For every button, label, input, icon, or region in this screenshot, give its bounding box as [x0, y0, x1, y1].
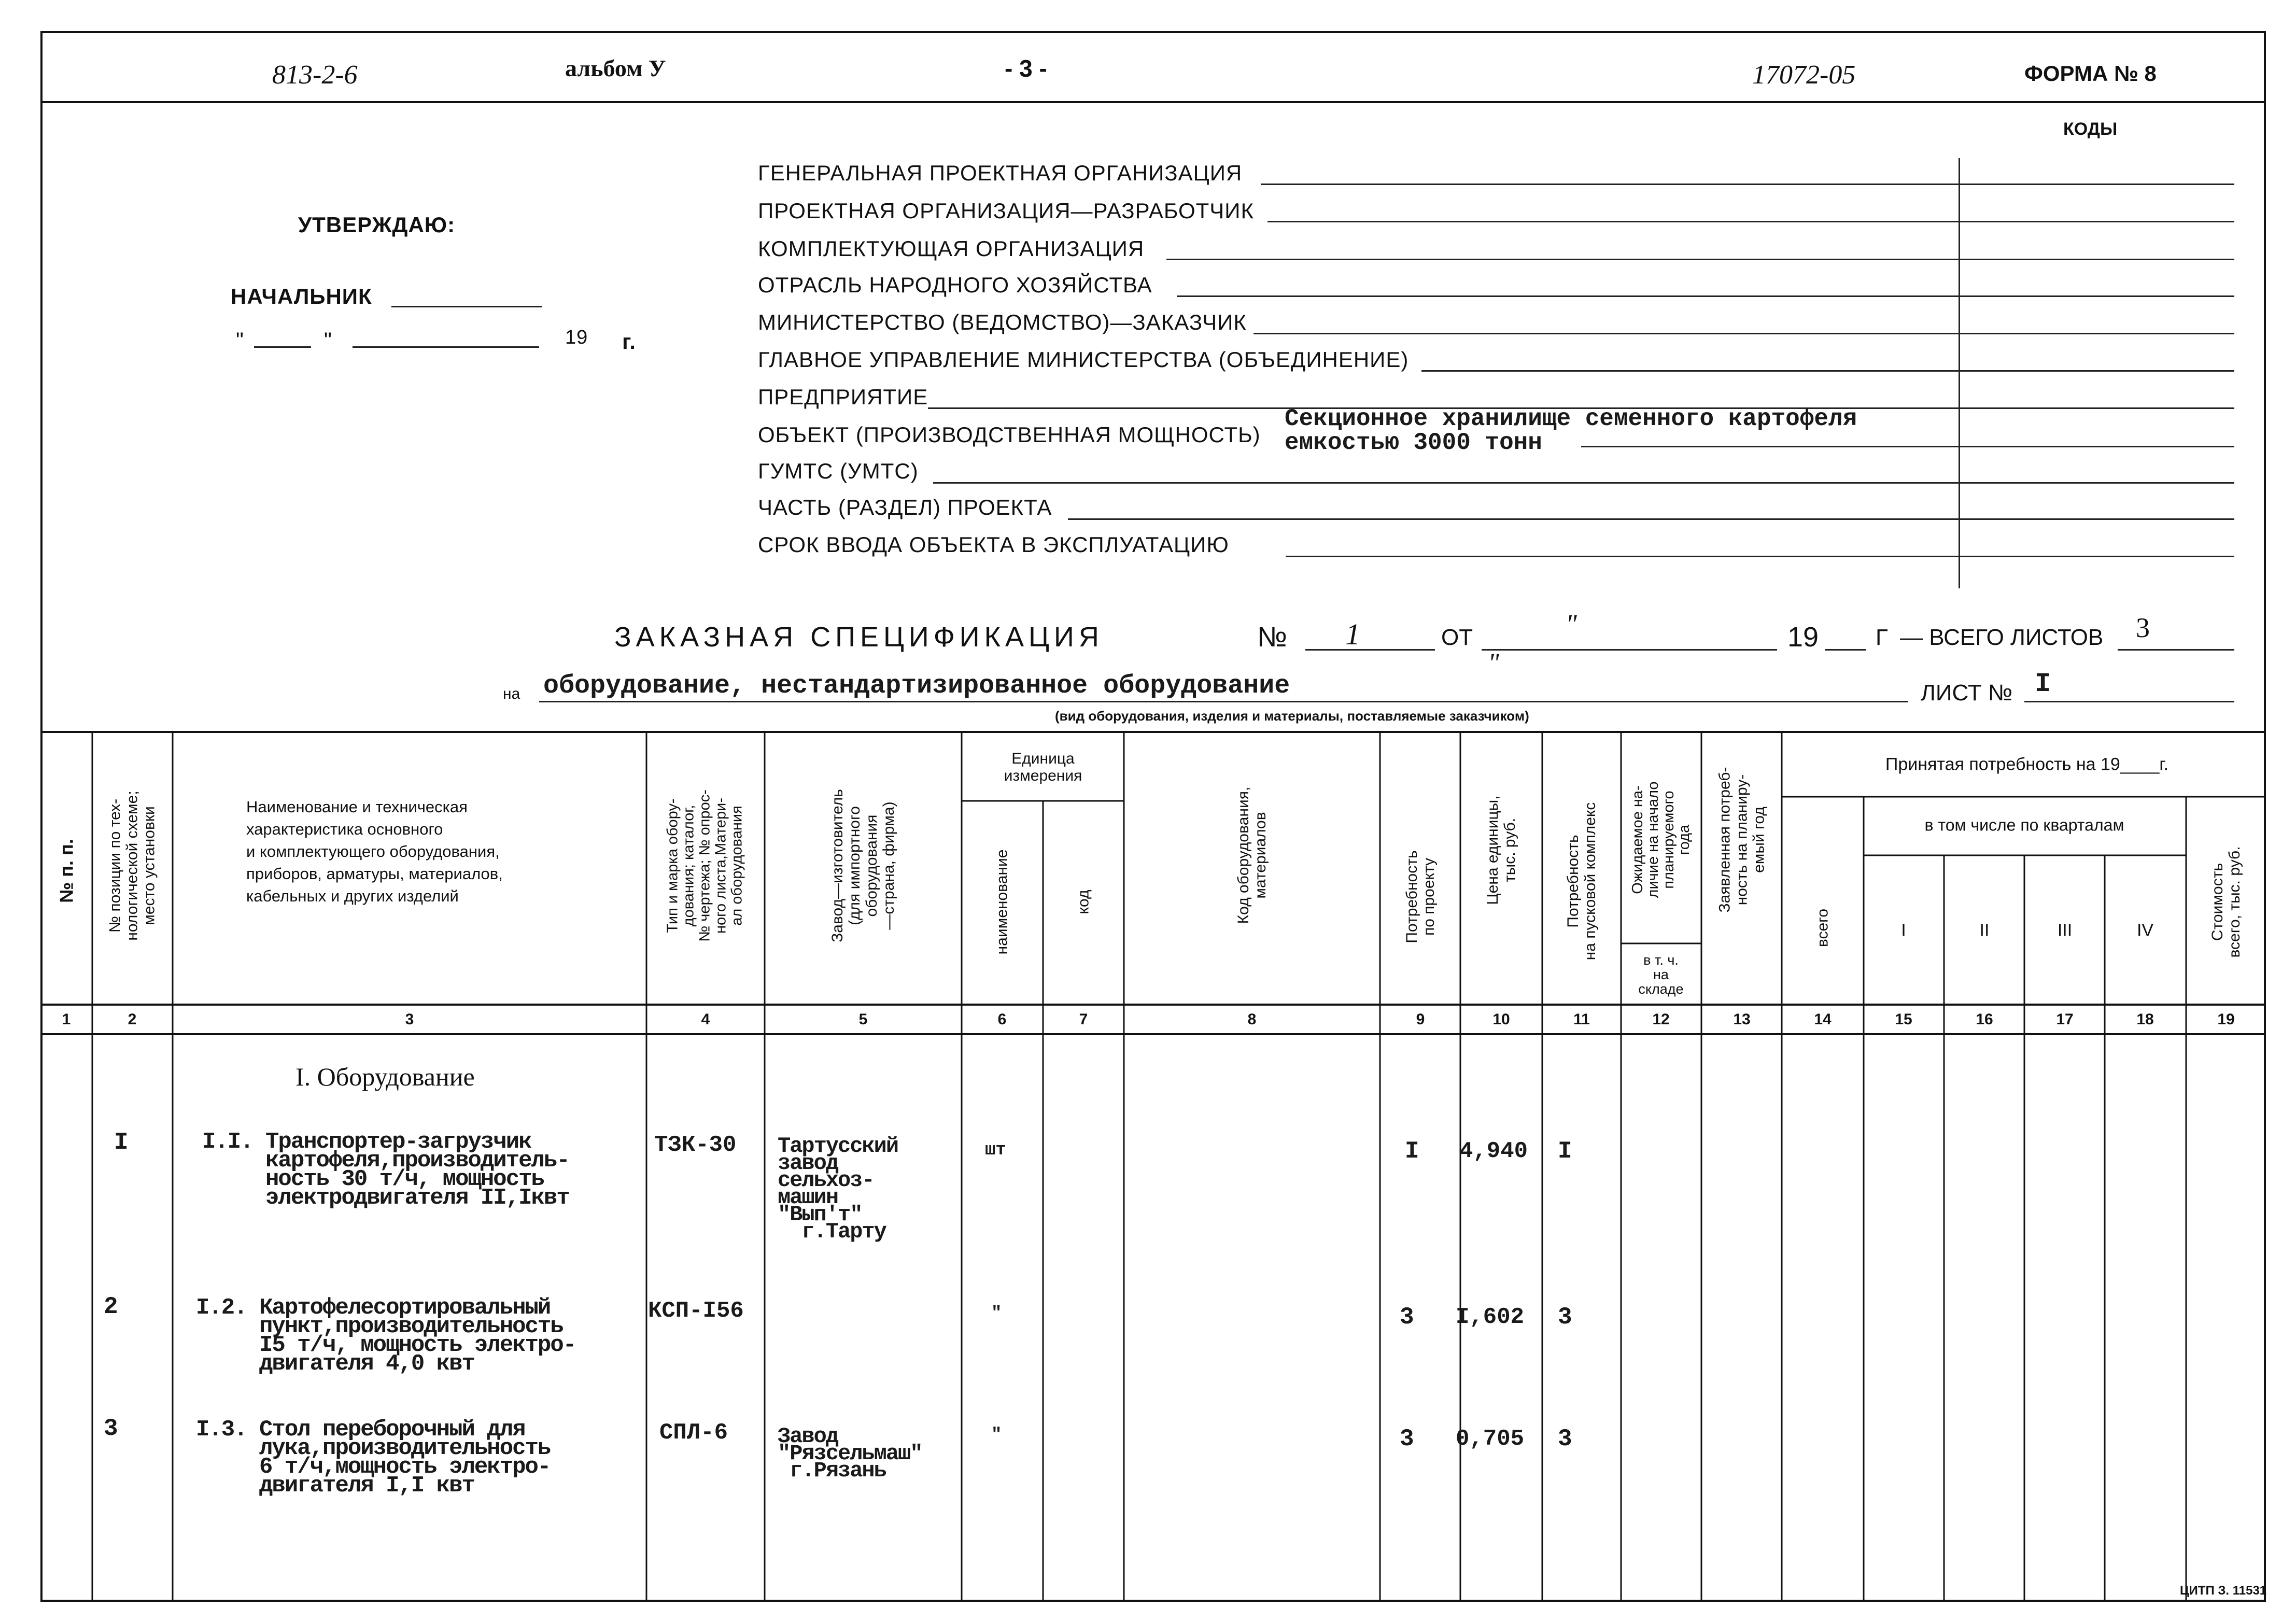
spec-no-value: 1	[1345, 617, 1360, 651]
col-header-name: Наименование и техническая характеристика основного и комплектующего оборудования, приборов, арматуры, материалов, кабельных и других изделий	[246, 798, 503, 905]
colnum-4: 4	[701, 1011, 710, 1028]
colnum-1: 1	[62, 1011, 71, 1028]
row-need: 3	[1400, 1426, 1414, 1452]
spec-no-label: №	[1257, 622, 1287, 653]
col-header-unit-name: наименование	[993, 849, 1011, 955]
row-type: КСП-I56	[648, 1298, 744, 1324]
row-name: I.3. Стол переборочный для лука,производительность 6 т/ч,мощность электро- двигателя I,I квт	[196, 1417, 551, 1499]
col-header-unit-price: Цена единицы, тыс. руб.	[1484, 795, 1518, 905]
org-field-completing: КОМПЛЕКТУЮЩАЯ ОРГАНИЗАЦИЯ	[758, 236, 1145, 261]
col-header-declared: Заявленная потреб- ность на планиру- емый год	[1716, 767, 1768, 913]
col-header-expected: Ожидаемое на- личие на начало планируемого года	[1629, 781, 1693, 898]
col-header-in-stock: в т. ч. на складе	[1638, 952, 1684, 997]
row-price: I,602	[1456, 1304, 1525, 1330]
colnum-11: 11	[1573, 1011, 1590, 1028]
object-value-line2: емкостью 3000 тонн	[1285, 429, 1542, 456]
date-quote-open: "	[236, 328, 244, 352]
col-header-position: № позиции по тех- нологической схеме; место установки	[106, 791, 158, 941]
spec-from-label: ОТ	[1441, 625, 1473, 650]
row-need: I	[1405, 1138, 1419, 1165]
spec-for-label: на	[503, 685, 520, 702]
spec-quote2: "	[1488, 648, 1499, 678]
page-number: - 3 -	[1005, 55, 1047, 82]
spec-total-sheets-label: — ВСЕГО ЛИСТОВ	[1900, 625, 2104, 650]
org-field-gumts: ГУМТС (УМТС)	[758, 459, 919, 483]
org-field-ministry: МИНИСТЕРСТВО (ВЕДОМСТВО)—ЗАКАЗЧИК	[758, 310, 1247, 334]
colnum-2: 2	[128, 1011, 137, 1028]
date-year: 19	[565, 327, 588, 348]
colnum-18: 18	[2136, 1011, 2154, 1028]
col-header-unit-code: код	[1075, 890, 1092, 914]
row-price: 4,940	[1459, 1138, 1528, 1164]
row-name: I.2. Картофелесортировальный пункт,производительность I5 т/ч, мощность электро- двигателя 4,0 квт	[196, 1295, 576, 1377]
colnum-19: 19	[2217, 1011, 2235, 1028]
colnum-3: 3	[405, 1011, 414, 1028]
form-number: ФОРМА № 8	[2024, 61, 2157, 86]
col-header-num: № п. п.	[55, 839, 77, 903]
spec-sheet-label: ЛИСТ №	[1921, 680, 2013, 706]
colnum-5: 5	[858, 1011, 868, 1028]
footer-stamp: ЦИТП З. 11531	[2180, 1584, 2267, 1598]
row-need: 3	[1400, 1304, 1414, 1331]
row-type: ТЗК-30	[654, 1132, 737, 1158]
row-start: I	[1558, 1138, 1572, 1165]
row-type: СПЛ-6	[659, 1420, 728, 1446]
org-field-industry: ОТРАСЛЬ НАРОДНОГО ХОЗЯЙСТВА	[758, 273, 1152, 297]
spec-quote1: "	[1566, 610, 1577, 639]
colnum-16: 16	[1976, 1011, 1993, 1028]
spec-sheet-value: I	[2035, 669, 2051, 699]
row-num: I	[114, 1129, 129, 1156]
row-unit: "	[991, 1304, 1002, 1323]
colnum-13: 13	[1733, 1011, 1751, 1028]
colnum-15: 15	[1895, 1011, 1912, 1028]
chief-label: НАЧАЛЬНИК	[231, 284, 372, 308]
org-field-object: ОБЪЕКТ (ПРОИЗВОДСТВЕННАЯ МОЩНОСТЬ)	[758, 422, 1261, 447]
section-title: I. Оборудование	[295, 1062, 475, 1091]
col-header-cost: Стоимость всего, тыс. руб.	[2209, 846, 2243, 958]
row-start: 3	[1558, 1426, 1572, 1452]
approve-label: УТВЕРЖДАЮ:	[298, 213, 456, 237]
spec-title: ЗАКАЗНАЯ СПЕЦИФИКАЦИЯ	[614, 622, 1104, 653]
col-header-q1: I	[1901, 920, 1906, 940]
col-header-plant: Завод—изготовитель (для импортного оборудования —страна, фирма)	[829, 789, 897, 942]
colnum-9: 9	[1416, 1011, 1425, 1028]
col-header-project-need: Потребность по проекту	[1403, 850, 1438, 943]
spec-total-sheets-value: 3	[2136, 612, 2150, 643]
org-field-main-dept: ГЛАВНОЕ УПРАВЛЕНИЕ МИНИСТЕРСТВА (ОБЪЕДИНЕНИЕ)	[758, 347, 1409, 372]
spec-year: 19	[1787, 622, 1819, 653]
date-year-suffix: г.	[622, 329, 636, 354]
org-field-general: ГЕНЕРАЛЬНАЯ ПРОЕКТНАЯ ОРГАНИЗАЦИЯ	[758, 161, 1243, 185]
col-header-quarters: в том числе по кварталам	[1924, 815, 2124, 835]
org-field-developer: ПРОЕКТНАЯ ОРГАНИЗАЦИЯ—РАЗРАБОТЧИК	[758, 199, 1254, 223]
col-header-q3: III	[2057, 920, 2073, 940]
spec-year-suffix: Г	[1876, 625, 1888, 650]
col-header-equipment-code: Код оборудования, материалов	[1235, 786, 1269, 924]
org-field-enterprise: ПРЕДПРИЯТИЕ	[758, 385, 928, 409]
col-header-q4: IV	[2136, 920, 2154, 940]
colnum-7: 7	[1079, 1011, 1088, 1028]
org-field-part: ЧАСТЬ (РАЗДЕЛ) ПРОЕКТА	[758, 495, 1052, 519]
col-header-start-need: Потребность на пусковой комплекс	[1565, 802, 1599, 961]
colnum-14: 14	[1814, 1011, 1832, 1028]
spec-caption: (вид оборудования, изделия и материалы, поставляемые заказчиком)	[1055, 708, 1529, 724]
colnum-12: 12	[1652, 1011, 1670, 1028]
album-label: альбом У	[565, 55, 666, 81]
colnum-6: 6	[997, 1011, 1007, 1028]
colnum-10: 10	[1492, 1011, 1510, 1028]
row-plant: Тартусский завод сельхоз- машин "Вып'т" г.Тарту	[778, 1134, 898, 1244]
doc-number: 17072-05	[1752, 60, 1856, 90]
row-unit: шт	[985, 1140, 1006, 1160]
codes-label: КОДЫ	[2063, 119, 2118, 139]
row-price: 0,705	[1456, 1426, 1525, 1452]
object-value: Секционное хранилище семенного картофеля	[1285, 405, 1857, 432]
col-header-q2: II	[1979, 920, 1990, 940]
col-header-unit-group: Единица измерения	[1004, 750, 1082, 784]
colnum-17: 17	[2056, 1011, 2074, 1028]
org-field-deadline: СРОК ВВОДА ОБЪЕКТА В ЭКСПЛУАТАЦИЮ	[758, 532, 1229, 557]
colnum-8: 8	[1247, 1011, 1257, 1028]
date-quote-close: "	[324, 328, 332, 352]
row-name: I.I. Транспортер-загрузчик картофеля,производитель- ность 30 т/ч, мощность электродвигателя II,Iквт	[202, 1129, 569, 1211]
spec-for-value: оборудование, нестандартизированное оборудование	[543, 671, 1290, 701]
row-start: 3	[1558, 1304, 1572, 1331]
row-unit: "	[991, 1426, 1002, 1445]
row-num: 2	[104, 1293, 118, 1320]
col-header-total: всего	[1814, 908, 1832, 948]
col-header-accepted: Принятая потребность на 19____г.	[1885, 754, 2169, 774]
row-plant: Завод "Рязсельмаш" г.Рязань	[778, 1424, 922, 1483]
col-header-type: Тип и марка обору- дования; каталог, № чертежа; № опрос- ного листа,Матери- ал оборудования	[664, 789, 745, 942]
row-num: 3	[104, 1415, 118, 1442]
doc-code: 813-2-6	[272, 60, 358, 90]
